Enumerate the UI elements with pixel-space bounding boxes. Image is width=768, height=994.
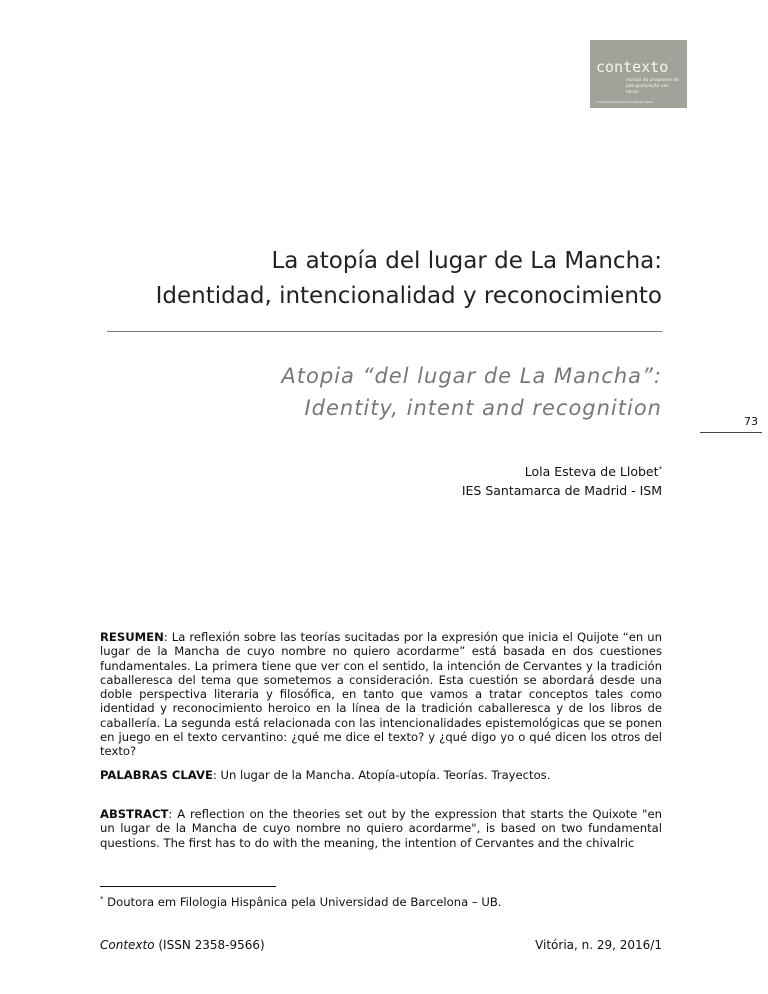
resumen-label: RESUMEN <box>100 630 164 644</box>
title-line-2: Identidad, intencionalidad y reconocimiento <box>155 283 662 309</box>
resumen-paragraph <box>100 630 662 759</box>
title-divider <box>107 331 662 332</box>
keywords-label: PALABRAS CLAVE <box>100 768 213 782</box>
subtitle-line-1: Atopia “del lugar de La Mancha”: <box>281 364 662 388</box>
footer-journal <box>100 938 265 952</box>
title-line-1: La atopía del lugar de La Mancha: <box>271 248 662 274</box>
author-name: Lola Esteva de Llobet <box>524 464 659 480</box>
author-block <box>462 460 662 500</box>
resumen-text: : La reflexión sobre las teorías sucitadas por la expresión que inicia el Quijote “en un lugar de la Mancha de cuyo nombre no quiero acordarme” está basada en dos cuestiones fundamentales. La primera tiene que ver con el sentido, la intención de Cervantes y la tradición caballeresca del tema que sometemos a consideración. Esta cuestión se abordará desde una doble perspectiva literaria y filosófica, en tanto que vamos a tratar conceptos tales como identidad y reconocimiento heroico en la línea de la tradición caballeresca y de los libros de caballería. La segunda está relacionada con las intencionalidades epistemológicas que se ponen en juego en el texto cervantino: ¿qué me dice el texto? y ¿qué digo yo o qué dicen los otros del texto? <box>100 630 662 759</box>
footnote-divider <box>100 886 276 887</box>
footnote-mark: * <box>658 465 662 473</box>
logo-subtitle: revista do programa de pós-graduação em letras <box>626 78 679 95</box>
abstract-text: : A reflection on the theories set out by the expression that starts the Quixote "en un lugar de la Mancha de cuyo nombre no quiero acordarme", is based on two fundamental questions. The first has to do with the meaning, the intention of Cervantes and the chivalric <box>100 807 662 850</box>
author-affiliation: IES Santamarca de Madrid - ISM <box>461 483 662 499</box>
footnote-mark: * <box>100 895 104 904</box>
logo-name: contexto <box>596 58 669 76</box>
journal-name: Contexto <box>100 938 155 952</box>
footnote <box>100 895 502 909</box>
journal-issn: (ISSN 2358-9566) <box>154 938 265 952</box>
logo-footer: universidade federal do espírito santo <box>596 100 654 104</box>
subtitle-line-2: Identity, intent and recognition <box>304 396 662 420</box>
abstract-paragraph <box>100 807 662 850</box>
article-title <box>156 244 662 314</box>
footnote-text: Doutora em Filologia Hispânica pela Universidad de Barcelona – UB. <box>103 895 502 909</box>
keywords-paragraph <box>100 768 662 782</box>
footer-issue: Vitória, n. 29, 2016/1 <box>535 938 662 952</box>
keywords-text: : Un lugar de la Mancha. Atopía-utopía. Teorías. Trayectos. <box>212 768 551 782</box>
article-subtitle <box>281 360 662 424</box>
abstract-label: ABSTRACT <box>100 807 169 821</box>
page-number: 73 <box>744 415 758 428</box>
page-number-rule <box>700 432 762 433</box>
contexto-logo <box>590 40 687 108</box>
